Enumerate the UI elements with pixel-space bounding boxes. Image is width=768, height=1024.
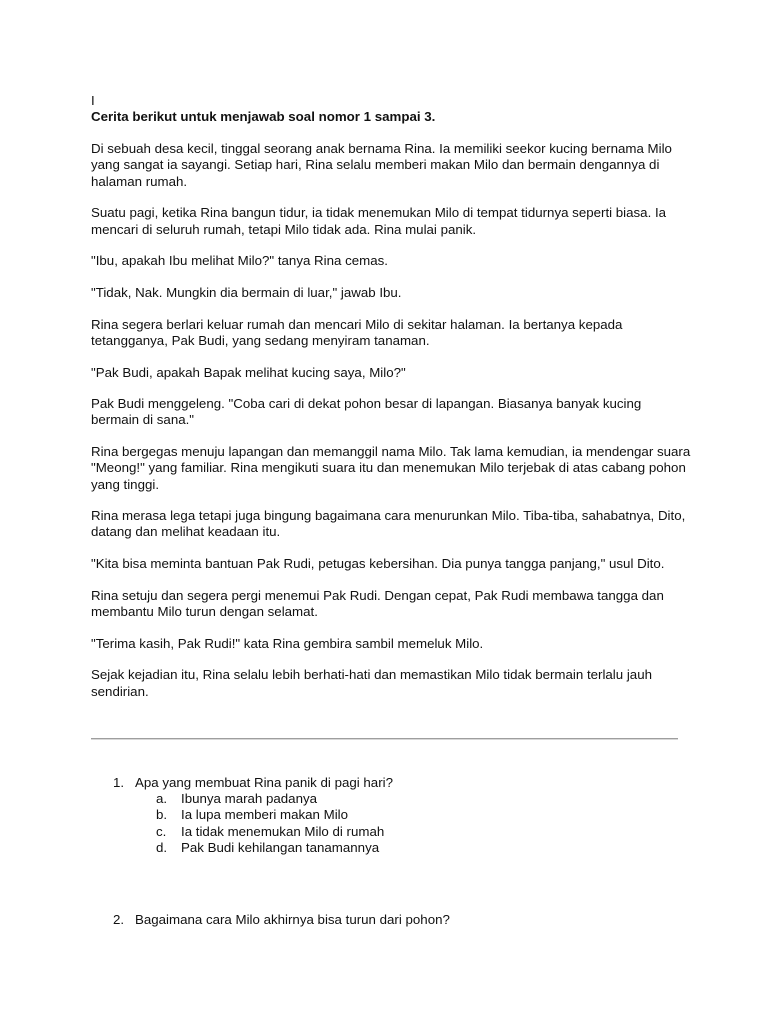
answer-options [91, 791, 691, 856]
story-paragraph: "Terima kasih, Pak Rudi!" kata Rina gembira sambil memeluk Milo. [91, 635, 484, 651]
option-text: Ia tidak menemukan Milo di rumah [181, 823, 385, 839]
text-cursor-mark: I [91, 93, 95, 108]
story-paragraph: "Ibu, apakah Ibu melihat Milo?" tanya Rina cemas. [91, 253, 388, 269]
question-item [91, 912, 691, 928]
answer-option [91, 807, 691, 823]
answer-option [91, 824, 691, 840]
story-paragraph: "Tidak, Nak. Mungkin dia bermain di luar," jawab Ibu. [91, 284, 402, 300]
story-paragraph: Sejak kejadian itu, Rina selalu lebih berhati-hati dan memastikan Milo tidak bermain terlalu jauh sendirian. [91, 667, 652, 699]
option-letter: c. [156, 823, 167, 839]
instruction-heading: Cerita berikut untuk menjawab soal nomor 1 sampai 3. [91, 109, 436, 124]
question-number: 2. [113, 912, 125, 928]
story-paragraph: "Kita bisa meminta bantuan Pak Rudi, petugas kebersihan. Dia punya tangga panjang," usul Dito. [91, 556, 665, 572]
answer-option [91, 840, 691, 856]
story-paragraph: "Pak Budi, apakah Bapak melihat kucing saya, Milo?" [91, 364, 406, 380]
option-letter: b. [156, 807, 168, 823]
story-paragraph: Rina merasa lega tetapi juga bingung bagaimana cara menurunkan Milo. Tiba-tiba, sahabatnya, Dito, datang dan melihat keadaan itu. [91, 508, 686, 540]
option-text: Ia lupa memberi makan Milo [181, 807, 349, 823]
story-paragraph: Di sebuah desa kecil, tinggal seorang anak bernama Rina. Ia memiliki seekor kucing bernama Milo yang sangat ia sayangi. Setiap hari, Rina selalu memberi makan Milo dan bermain dengannya di halaman rumah. [91, 141, 672, 189]
story-paragraph: Rina setuju dan segera pergi menemui Pak Rudi. Dengan cepat, Pak Rudi membawa tangga dan membantu Milo turun dengan selamat. [91, 587, 664, 620]
question-text: Apa yang membuat Rina panik di pagi hari? [135, 775, 393, 790]
story-paragraph: Rina bergegas menuju lapangan dan memanggil nama Milo. Tak lama kemudian, ia mendengar suara "Meong!" yang familiar. Rina mengikuti suara itu dan menemukan Milo terjebak di atas cabang pohon yang tinggi. [91, 444, 691, 492]
story-section [91, 93, 691, 715]
story-paragraph: Suatu pagi, ketika Rina bangun tidur, ia tidak menemukan Milo di tempat tidurnya seperti biasa. Ia mencari di seluruh rumah, tetapi Milo tidak ada. Rina mulai panik. [91, 205, 667, 237]
option-text: Pak Budi kehilangan tanamannya [181, 839, 380, 855]
horizontal-divider [91, 738, 678, 740]
story-paragraph: Rina segera berlari keluar rumah dan mencari Milo di sekitar halaman. Ia bertanya kepada tetangganya, Pak Budi, yang sedang menyiram tanaman. [91, 316, 623, 348]
option-letter: d. [156, 839, 168, 855]
answer-option [91, 791, 691, 807]
option-letter: a. [156, 791, 168, 807]
question-text: Bagaimana cara Milo akhirnya bisa turun dari pohon? [135, 912, 450, 928]
question-item [91, 775, 691, 791]
question-list [91, 775, 691, 928]
option-text: Ibunya marah padanya [181, 791, 318, 807]
question-number: 1. [113, 775, 125, 790]
story-paragraph: Pak Budi menggeleng. "Coba cari di dekat pohon besar di lapangan. Biasanya banyak kucing bermain di sana." [91, 396, 642, 428]
